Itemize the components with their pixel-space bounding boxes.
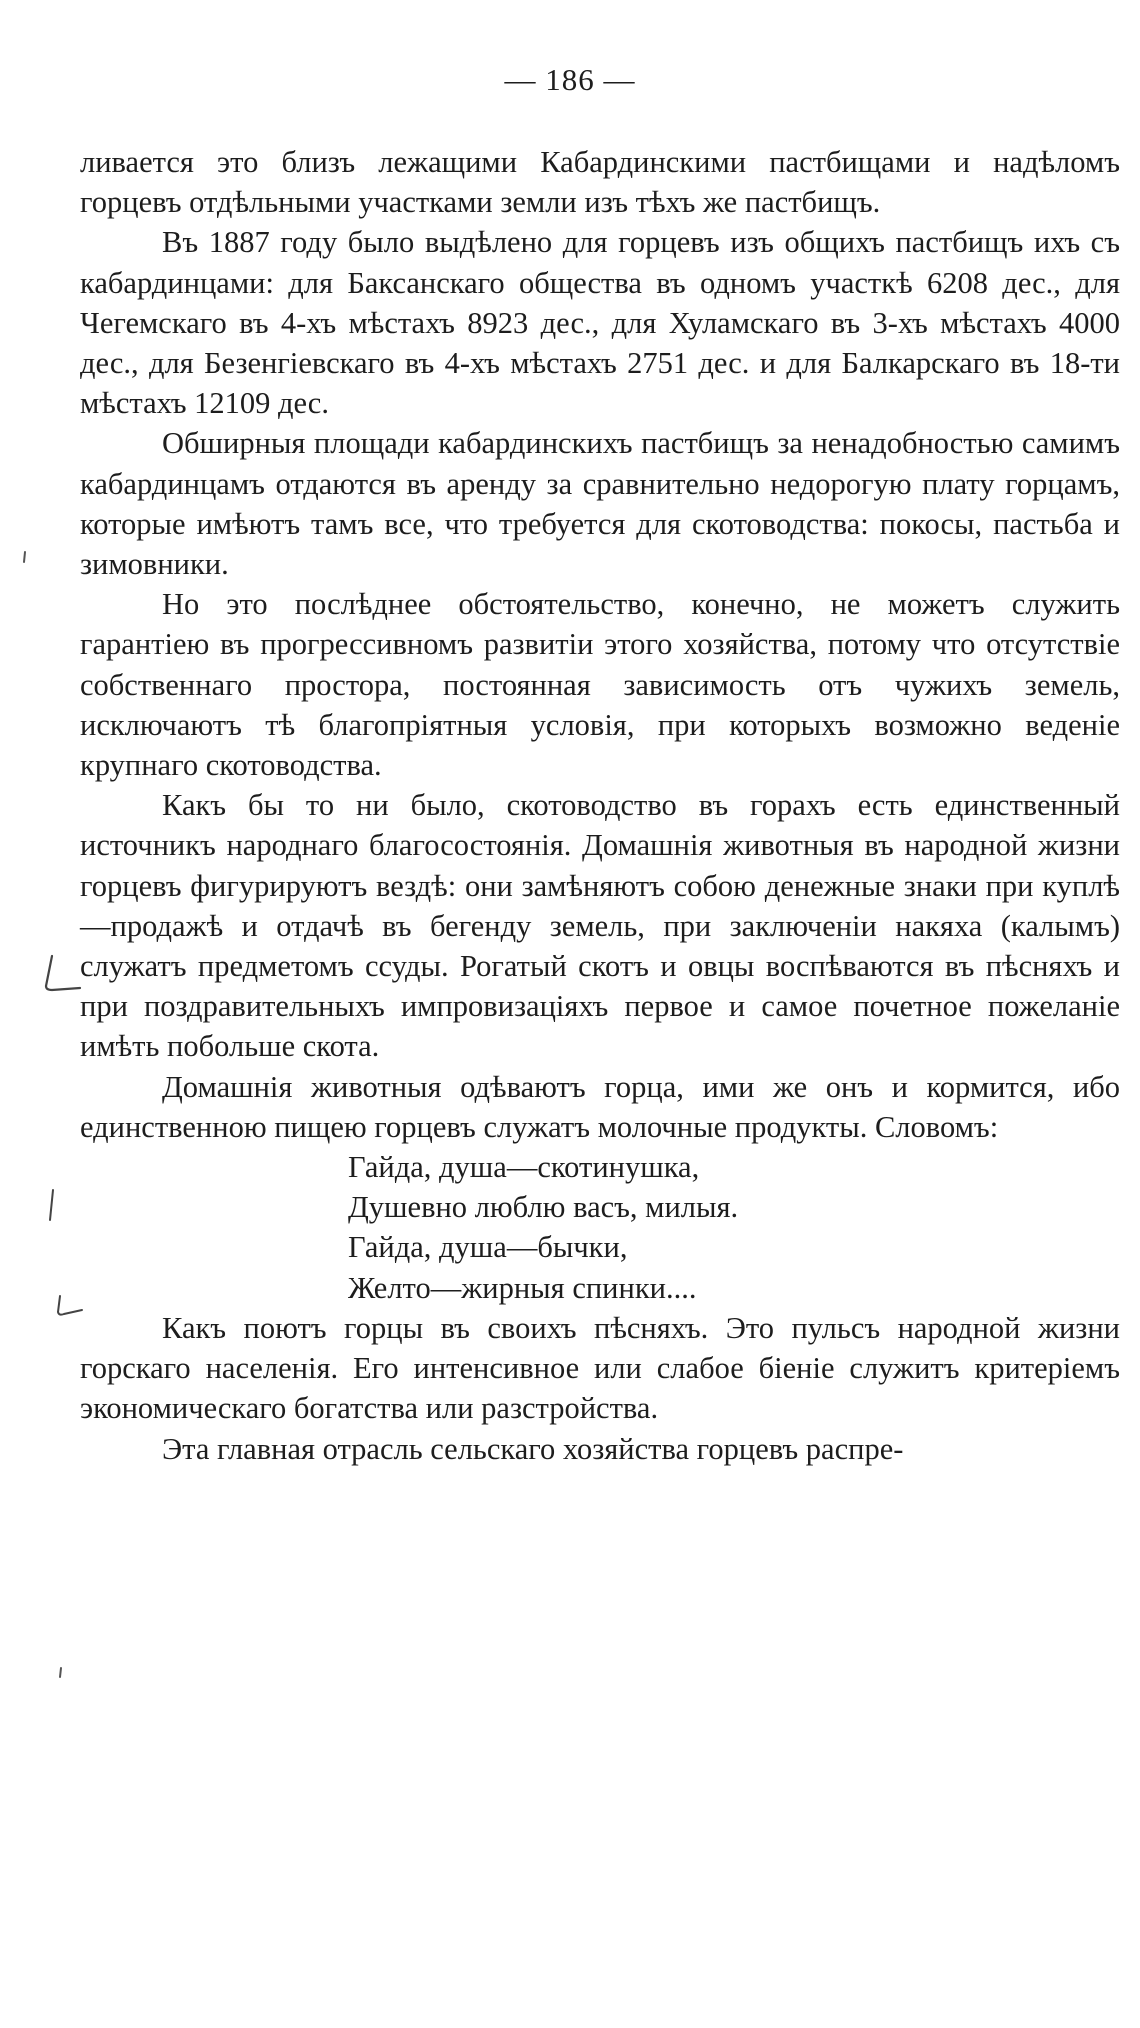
paragraph-main-branch: Эта главная отрасль сельскаго хозяйства горцевъ распре- — [162, 1431, 904, 1466]
verse-line: Гайда, душа—бычки, — [348, 1230, 628, 1265]
paragraph-livestock-food: Домашнія животныя одѣваютъ горца, ими же онъ и кормится, ибо единственною пищею горцевъ служатъ молочные продукты. Словомъ: — [80, 1069, 1120, 1144]
page-number: — 186 — — [504, 62, 636, 97]
pencil-bracket-mark — [38, 952, 84, 998]
paragraph-livestock-wealth: Какъ бы то ни было, скотоводство въ горахъ есть единственный источникъ народнаго благосостоянія. Домашнія животныя въ народной жизни горцевъ фигурируютъ вездѣ: они замѣняютъ собою денежные знаки при куплѣ—продажѣ и отдачѣ въ бегенду земель, при заключеніи накяха (калымъ) служатъ предметомъ ссуды. Рогатый скотъ и овцы воспѣваются въ пѣсняхъ и при поздравительныхъ импровизаціяхъ первое и самое почетное пожеланіе имѣть побольше скота. — [80, 788, 1120, 1064]
paragraph-rented-pastures: Обширныя площади кабардинскихъ пастбищъ за ненадобностью самимъ кабардинцамъ отдаются въ аренду за сравнительно недорогую плату горцамъ, которые имѣютъ тамъ все, что требуется для скотоводства: покосы, пастьба и зимовники. — [80, 426, 1120, 582]
body-text — [80, 142, 1120, 1469]
pencil-dot-mark — [20, 550, 30, 564]
song-verse — [80, 1147, 1120, 1308]
pencil-dot-mark — [56, 1666, 66, 1680]
verse-line: Желто—жирныя спинки.... — [348, 1270, 697, 1305]
paragraph-circumstance: Но это послѣднее обстоятельство, конечно, не можетъ служить гарантіею въ прогрессивномъ развитіи этого хозяйства, потому что отсутствіе собственнаго простора, постоянная зависимость отъ чужихъ земель, исключаютъ тѣ благопріятныя условія, при которыхъ возможно веденіе крупнаго скотоводства. — [80, 587, 1120, 783]
paragraph-continuation: ливается это близъ лежащими Кабардинскими пастбищами и надѣломъ горцевъ отдѣльными участками земли изъ тѣхъ же пастбищъ. — [80, 145, 1120, 220]
verse-line: Гайда, душа—скотинушка, — [348, 1150, 700, 1185]
pencil-tick-mark — [42, 1186, 62, 1226]
paragraph-pasture-allocation: Въ 1887 году было выдѣлено для горцевъ изъ общихъ пастбищъ ихъ съ кабардинцами: для Баксанскаго общества въ одномъ участкѣ 6208 дес., для Чегемскаго въ 4-хъ мѣстахъ 8923 дес., для Хуламскаго въ 3-хъ мѣстахъ 4000 дес., для Безенгіевскаго въ 4-хъ мѣстахъ 2751 дес. и для Балкарскаго въ 18-ти мѣстахъ 12109 дес. — [80, 225, 1120, 421]
verse-line: Душевно люблю васъ, милыя. — [348, 1190, 739, 1225]
pencil-bracket-mark — [52, 1292, 88, 1320]
paragraph-pulse: Какъ поютъ горцы въ своихъ пѣсняхъ. Это пульсъ народной жизни горскаго населенія. Его интенсивное или слабое біеніе служитъ критеріемъ экономическаго богатства или разстройства. — [80, 1310, 1120, 1426]
